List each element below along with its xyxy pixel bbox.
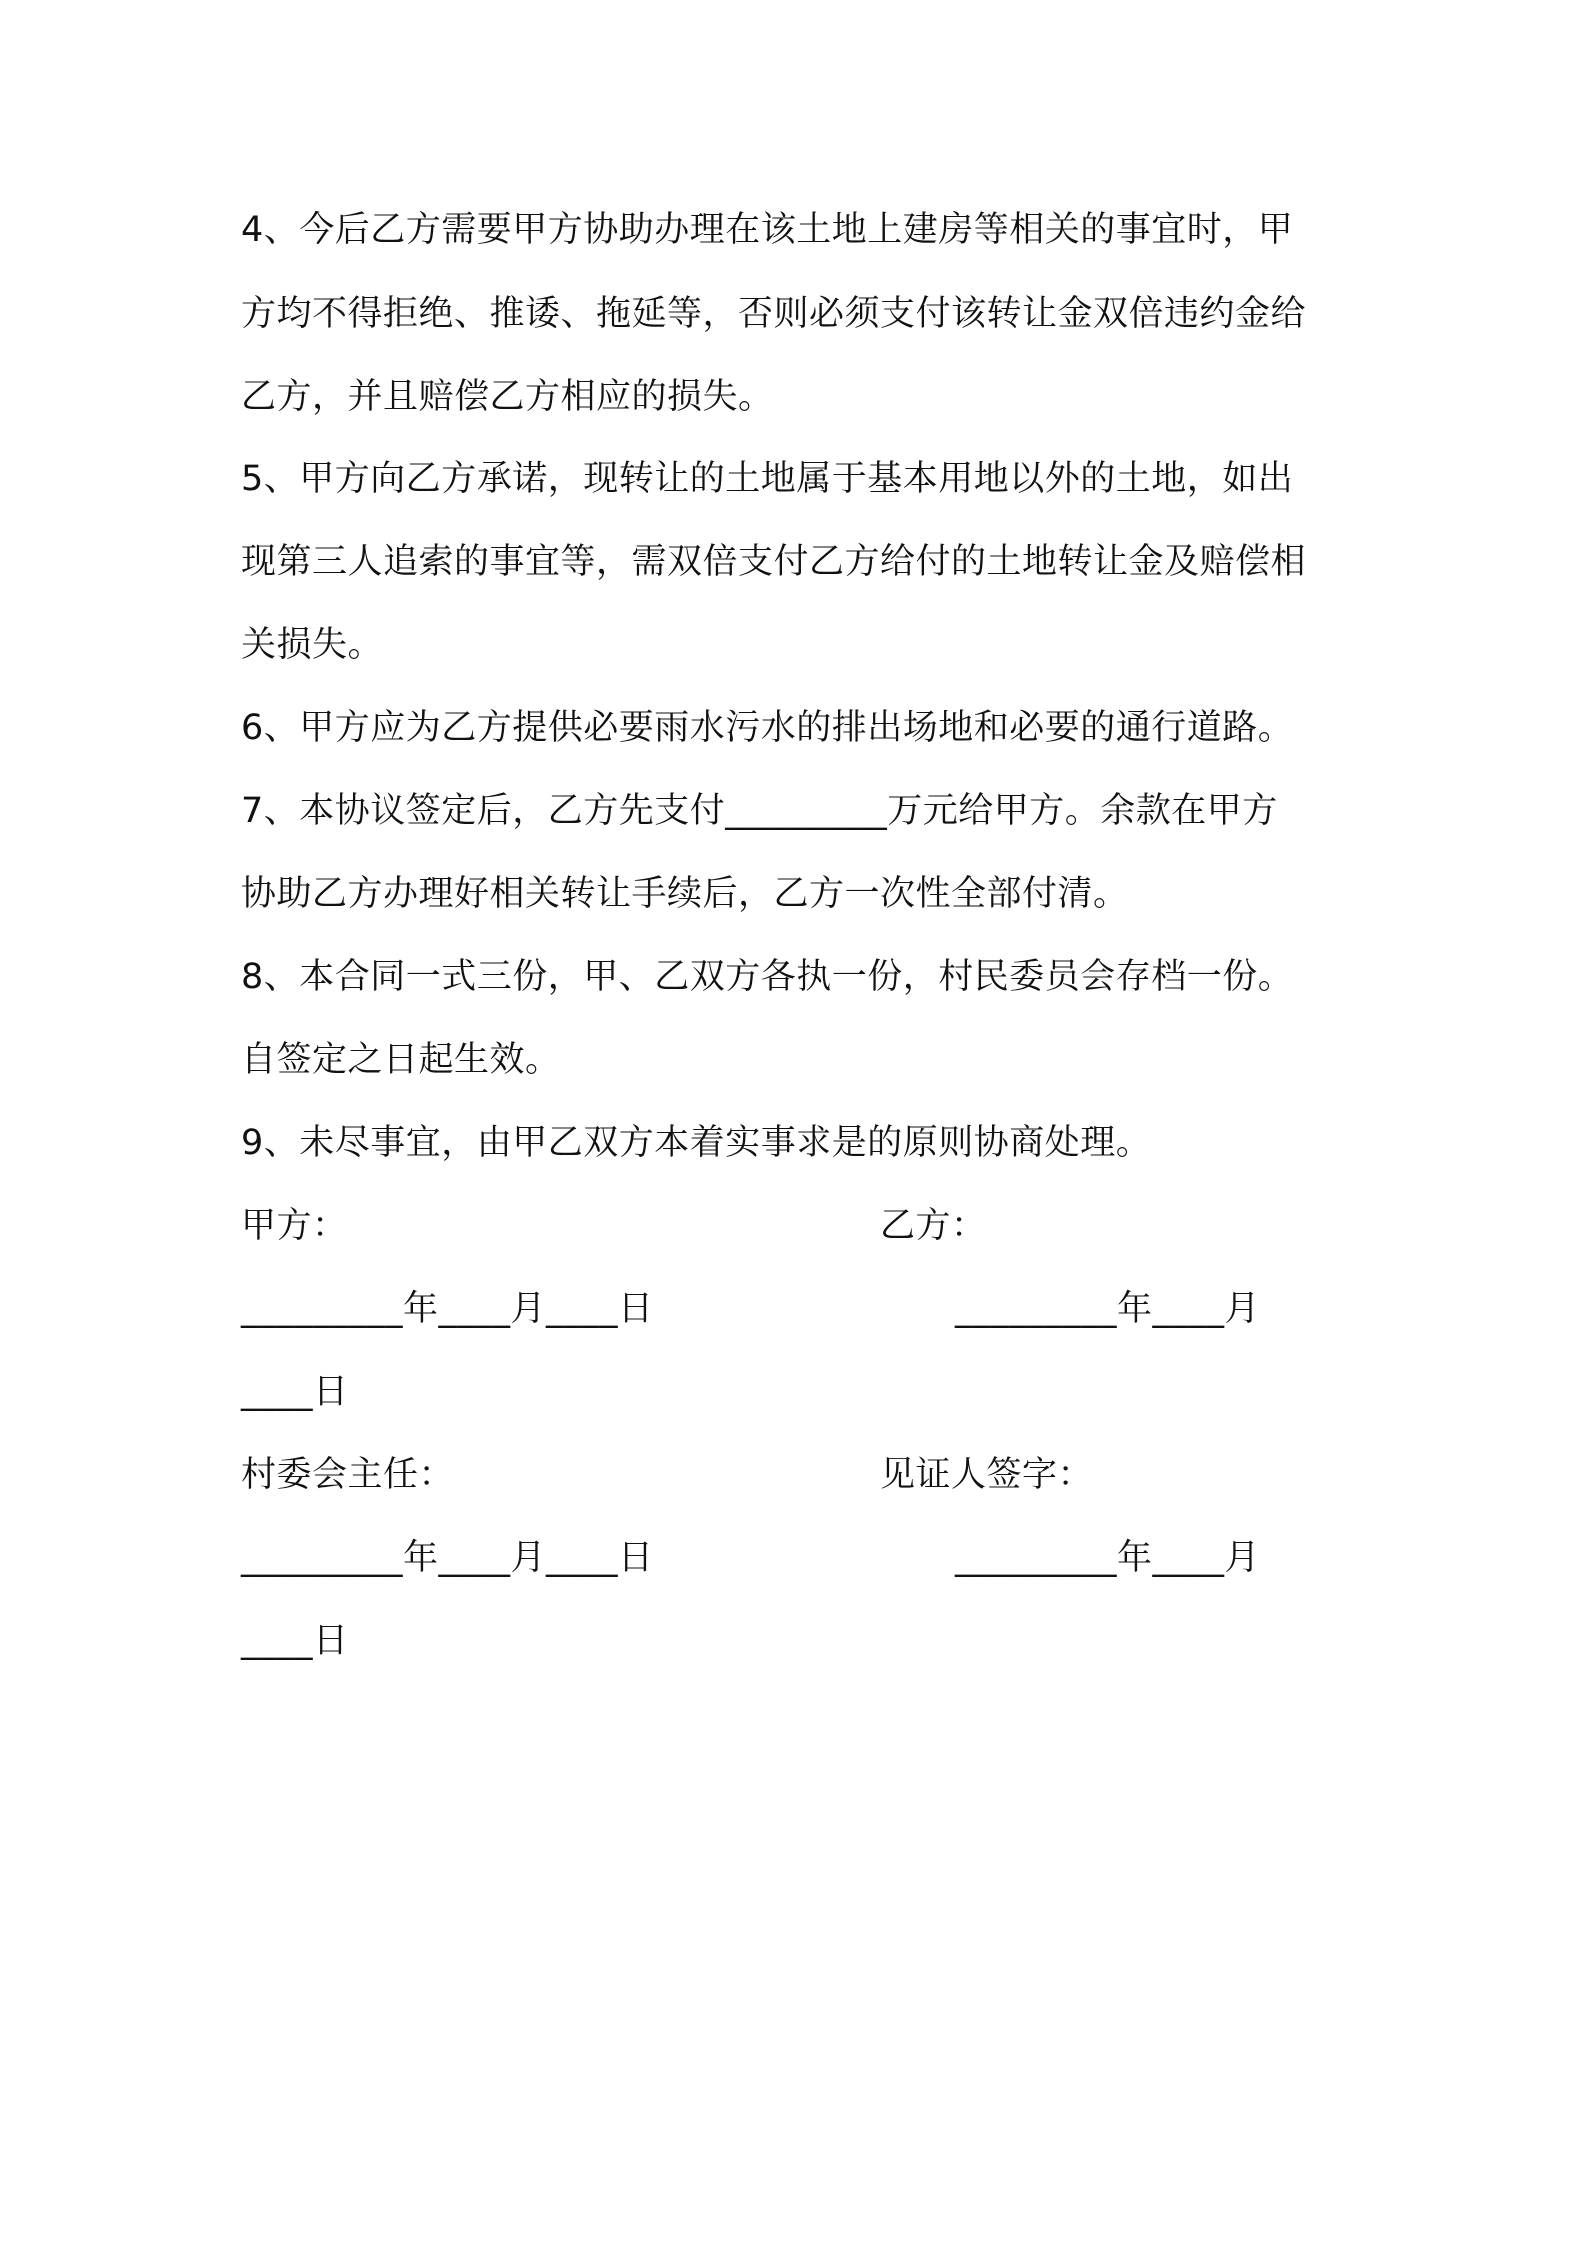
- witness-date: _________年____月: [955, 1538, 1261, 1578]
- clause-5-line-1: 5、甲方向乙方承诺，现转让的土地属于基本用地以外的土地，如出: [241, 459, 1294, 499]
- clause-9-line-1: 9、未尽事宜，由甲乙双方本着实事求是的原则协商处理。: [241, 1123, 1152, 1163]
- clause-6-line-1: 6、甲方应为乙方提供必要雨水污水的排出场地和必要的通行道路。: [241, 708, 1294, 748]
- clause-8-line-2: 自签定之日起生效。: [241, 1040, 561, 1080]
- witness-date-day: ____日: [241, 1621, 349, 1661]
- committee-label: 村委会主任：: [241, 1455, 455, 1495]
- party-b-date-day: ____日: [241, 1372, 349, 1412]
- party-b-label: 乙方：: [880, 1206, 987, 1246]
- clause-7-line-2: 协助乙方办理好相关转让手续后，乙方一次性全部付清。: [241, 874, 1129, 914]
- party-b-date: _________年____月: [955, 1289, 1261, 1329]
- clause-4-line-2: 方均不得拒绝、推诿、拖延等，否则必须支付该转让金双倍违约金给: [241, 294, 1307, 334]
- clause-8-line-1: 8、本合同一式三份，甲、乙双方各执一份，村民委员会存档一份。: [241, 957, 1294, 997]
- witness-label: 见证人签字：: [880, 1455, 1094, 1495]
- committee-date: _________年____月____日: [241, 1538, 654, 1578]
- clause-4-line-3: 乙方，并且赔偿乙方相应的损失。: [241, 377, 774, 417]
- party-a-label: 甲方：: [241, 1206, 348, 1246]
- party-a-date: _________年____月____日: [241, 1289, 654, 1329]
- clause-4-line-1: 4、今后乙方需要甲方协助办理在该土地上建房等相关的事宜时，甲: [241, 210, 1294, 250]
- clause-5-line-3: 关损失。: [241, 625, 384, 665]
- clause-5-line-2: 现第三人追索的事宜等，需双倍支付乙方给付的土地转让金及赔偿相: [241, 542, 1307, 582]
- clause-7-line-1: 7、本协议签定后，乙方先支付_________万元给甲方。余款在甲方: [241, 791, 1278, 831]
